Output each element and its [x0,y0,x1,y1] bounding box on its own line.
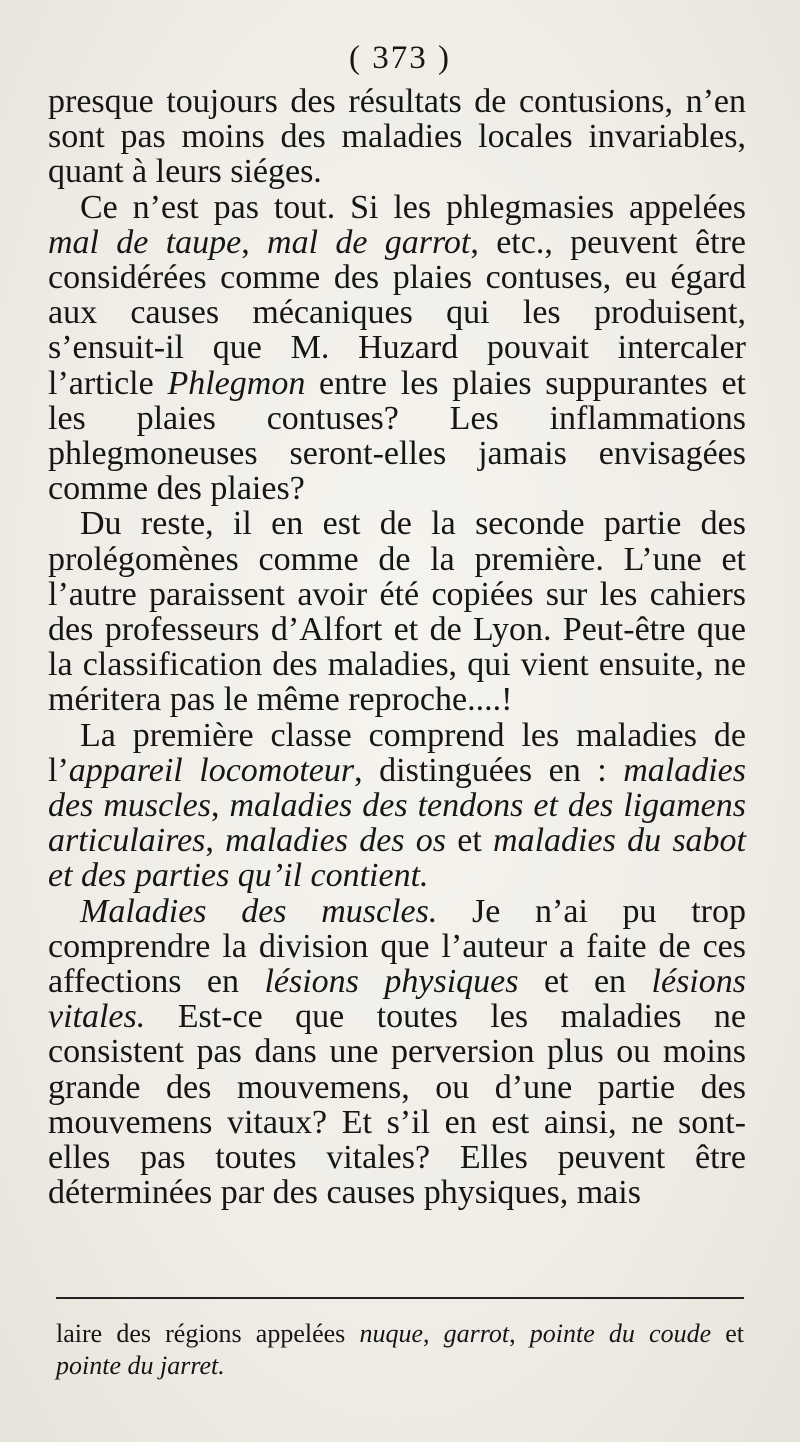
paragraph-1 [48,84,746,190]
text-run: , [241,223,268,261]
body-text [48,84,746,1211]
text-run: , [205,822,226,860]
italic-text: maladies des tendons et des ligamens articulaires [48,787,747,860]
paragraph-5 [48,894,746,1211]
italic-text: lésions physiques [264,963,519,1001]
text-run: , [509,1319,530,1348]
italic-text: maladies des os [225,822,446,860]
italic-text: lésions vitales. [48,963,746,1036]
text-run: La première classe comprend les maladies de l’ [48,716,746,789]
italic-text: appareil locomoteur [68,751,355,789]
text-run: , distinguées en : [354,751,624,789]
text-run: Ce n’est pas tout. Si les phlegmasies appelées [80,188,746,226]
paragraph-2 [48,190,746,507]
text-run: Du reste, il en est de la seconde partie des prolégomènes comme de la première. L’une et l’autre paraissent avoir été copiées sur les cahiers des professeurs d’Alfort et de Lyon. Peut-être que la classification des maladies, qui vient ensuite, ne méritera pas le même reproche....! [48,505,746,719]
footnote-divider [56,1297,744,1299]
italic-text: garrot [443,1319,510,1348]
italic-text: mal de taupe [48,223,242,261]
italic-text: pointe du coude [529,1319,712,1348]
italic-text: maladies des muscles [48,751,747,825]
italic-text: pointe du jarret. [56,1351,225,1380]
footnote [56,1318,744,1382]
text-run: et [711,1319,745,1348]
text-run: Je n’ai pu trop comprendre la division que l’auteur a faite de ces affections en [48,892,746,1001]
paragraph-4 [48,718,746,894]
text-run: et [446,822,494,860]
text-run: laire des régions appelées [56,1319,360,1348]
text-run: entre les plaies suppurantes et les plaies contuses? Les inflammations phlegmoneuses seront-elles jamais envisagées comme des plaies? [48,364,746,508]
text-run: , [422,1319,444,1348]
italic-text: mal de garrot [267,223,471,261]
footnote-text [56,1318,744,1382]
text-run: et en [518,963,652,1001]
text-run: Est-ce que toutes les maladies ne consistent pas dans une perversion plus ou moins grande des mouvemens, ou d’une partie des mouvemens vitaux? Et s’il en est ainsi, ne sont-elles pas toutes vitales? Elles peuvent être déterminées par des causes physiques, mais [48,998,746,1212]
italic-text: Phlegmon [167,364,306,402]
text-run: , [210,787,230,825]
italic-text: maladies du sabot et des parties qu’il contient. [48,822,746,895]
page-number: ( 373 ) [349,40,451,76]
text-run: presque toujours des résultats de contusions, n’en sont pas moins des maladies locales invariables, quant à leurs siéges. [48,83,746,191]
paragraph-3 [48,506,746,717]
italic-text: nuque [359,1319,423,1348]
text-run: , etc., peuvent être considérées comme des plaies contuses, eu égard aux causes mécaniques qui les produisent, s’ensuit-il que M. Huzard pouvait intercaler l’article [48,223,746,402]
italic-text: Maladies des muscles. [80,892,438,930]
